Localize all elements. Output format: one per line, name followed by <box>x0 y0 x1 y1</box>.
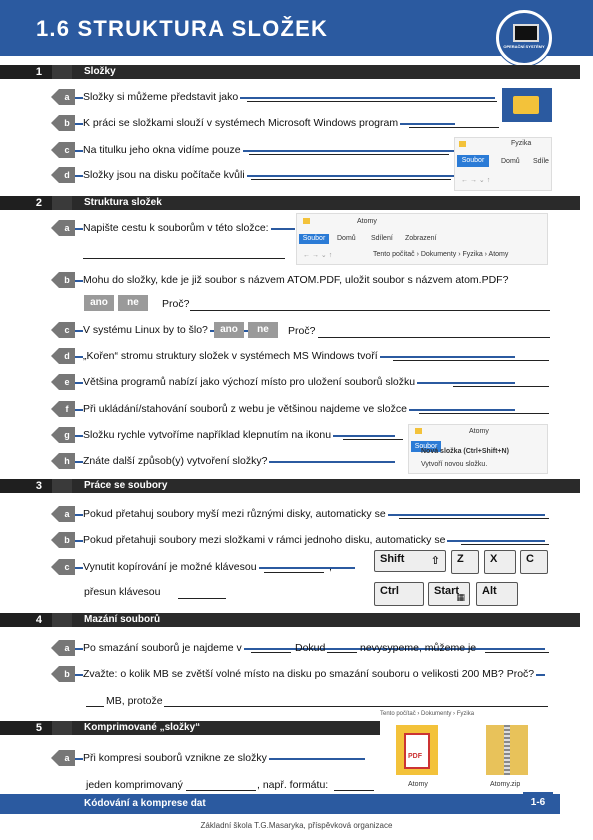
question-letter: c <box>59 559 75 575</box>
why-label: Proč? <box>288 325 316 337</box>
ctrl-key <box>374 582 424 606</box>
question-letter: a <box>59 640 75 656</box>
key-label: Start <box>434 585 460 597</box>
section-header-4 <box>0 613 580 627</box>
school-name: Základní škola T.G.Masaryka, příspěvková organizace <box>200 821 393 830</box>
question-letter: a <box>59 220 75 236</box>
question-text-2: MB, protože <box>106 695 163 707</box>
question-letter: a <box>59 750 75 766</box>
c-key <box>520 550 548 574</box>
monitor-icon <box>513 24 539 42</box>
question-letter: g <box>59 427 75 443</box>
window-title: Fyzika <box>511 140 532 147</box>
answer-line[interactable] <box>334 790 374 791</box>
folder-icon <box>459 141 466 147</box>
question-letter: b <box>59 666 75 682</box>
question-text: Při kompresi souborů vznikne ze složky <box>83 752 267 764</box>
tab-share[interactable]: Sdíle <box>533 158 549 165</box>
section-title: Mazání souborů <box>72 613 580 627</box>
section-number: 3 <box>0 479 52 493</box>
answer-line[interactable] <box>419 413 549 414</box>
why-label: Proč? <box>162 298 190 310</box>
question-text: Znáte další způsob(y) vytvoření složky? <box>83 455 268 467</box>
answer-line[interactable] <box>264 572 324 573</box>
explorer-window-atomy <box>296 213 548 265</box>
section-header-2 <box>0 196 580 210</box>
question-letter: b <box>59 115 75 131</box>
z-key <box>451 550 479 574</box>
answer-line[interactable] <box>249 154 449 155</box>
tab-home[interactable]: Domů <box>501 158 520 165</box>
section-header-1 <box>0 65 580 79</box>
no-button[interactable]: ne <box>118 295 148 311</box>
folder-icon <box>396 725 438 775</box>
question-letter: a <box>59 89 75 105</box>
new-folder-menu-item[interactable]: Nová složka (Ctrl+Shift+N) <box>421 448 509 455</box>
question-text: Pokud přetahuji soubory mezi složkami v rámci jednoho disku, automaticky se <box>83 534 446 546</box>
no-button[interactable]: ne <box>248 322 278 338</box>
yes-button[interactable]: ano <box>214 322 244 338</box>
pdf-file-icon <box>404 733 430 769</box>
question-text: Po smazání souborů je najdeme v <box>83 642 242 654</box>
section-number: 2 <box>0 196 52 210</box>
folder-icon <box>303 218 310 224</box>
address-path[interactable]: Tento počítač › Dokumenty › Fyzika › Atomy <box>373 251 509 258</box>
tab-home[interactable]: Domů <box>337 235 356 242</box>
windows-logo-icon: ▦ <box>456 592 465 602</box>
answer-line[interactable] <box>399 518 549 519</box>
question-text: V systému Linux by to šlo? <box>83 324 208 336</box>
question-text: Napište cestu k souborům v této složce: <box>83 222 269 234</box>
question-letter: f <box>59 401 75 417</box>
badge-label: OPERAČNÍ SYSTÉMY <box>503 44 545 49</box>
answer-line[interactable] <box>186 790 256 791</box>
section-title: Práce se soubory <box>72 479 580 493</box>
answer-line[interactable] <box>251 652 291 653</box>
page-title: 1.6 STRUKTURA SLOŽEK <box>36 16 329 41</box>
comma: , <box>329 561 332 573</box>
shift-key <box>374 550 446 572</box>
answer-line[interactable] <box>164 706 548 707</box>
section-title: Struktura složek <box>72 196 580 210</box>
answer-line[interactable] <box>83 258 285 259</box>
question-letter: h <box>59 453 75 469</box>
question-text: Složky si můžeme představit jako <box>83 91 239 103</box>
shift-arrow-icon: ⇧ <box>430 555 440 567</box>
answer-line[interactable] <box>461 544 549 545</box>
new-folder-tooltip <box>408 424 548 474</box>
footer-topic: Kódování a komprese dat <box>84 798 206 809</box>
yes-button[interactable]: ano <box>84 295 114 311</box>
question-text: Vynutit kopírování je možné klávesou <box>83 561 257 573</box>
x-key <box>484 550 516 574</box>
question-letter: b <box>59 532 75 548</box>
tab-share[interactable]: Sdílení <box>371 235 393 242</box>
folder-illustration <box>502 88 552 122</box>
question-letter: e <box>59 374 75 390</box>
tab-file[interactable]: Soubor <box>299 234 329 244</box>
question-letter: d <box>59 348 75 364</box>
answer-line[interactable] <box>318 337 550 338</box>
question-letter: c <box>59 322 75 338</box>
key-label: X <box>490 553 498 565</box>
address-path: Tento počítač › Dokumenty › Fyzika <box>380 711 475 717</box>
answer-line[interactable] <box>178 598 226 599</box>
tab-file[interactable]: Soubor <box>411 441 441 452</box>
answer-line[interactable] <box>86 706 104 707</box>
folder-icon <box>513 96 539 114</box>
folder-icon <box>415 428 422 434</box>
key-label: Z <box>457 553 464 565</box>
explorer-window-fyzika <box>454 137 552 191</box>
folder-name: Atomy <box>408 781 428 788</box>
answer-line[interactable] <box>485 652 549 653</box>
answer-line[interactable] <box>453 386 549 387</box>
zip-name: Atomy.zip <box>490 781 521 788</box>
files-preview <box>380 711 552 793</box>
key-label: Ctrl <box>380 585 399 597</box>
menu-description: Vytvoří novou složku. <box>421 461 488 468</box>
question-text: Mohu do složky, kde je již soubor s názvem ATOM.PDF, uložit soubor s názvem atom.PDF? <box>83 274 509 286</box>
question-letter: b <box>59 272 75 288</box>
window-title: Atomy <box>469 428 489 435</box>
question-text-mid: Dokud <box>295 642 326 654</box>
page-number: 1-6 <box>523 792 553 814</box>
question-letter: a <box>59 506 75 522</box>
zipper-icon <box>504 725 510 775</box>
topic-badge <box>496 10 552 66</box>
question-text-end: nevysypeme, můžeme je <box>360 642 477 654</box>
section-title: Komprimované „složky“ <box>72 721 382 735</box>
question-text: Pokud přetahuj soubory myší mezi různými disky, automaticky se <box>83 508 386 520</box>
answer-line[interactable] <box>327 652 357 653</box>
question-letter: c <box>59 142 75 158</box>
answer-line[interactable] <box>247 101 497 102</box>
section-number: 1 <box>0 65 52 79</box>
section-title: Složky <box>72 65 580 79</box>
question-text: „Kořen“ stromu struktury složek v systémech MS Windows tvoří <box>83 350 378 362</box>
question-text-2: jeden komprimovaný <box>86 779 183 791</box>
question-text-3: , např. formátu: <box>257 779 329 791</box>
tab-file[interactable]: Soubor <box>457 155 489 167</box>
back-arrow-icon[interactable]: ← → ⌄ ↑ <box>461 177 491 184</box>
question-text: Složky jsou na disku počítače kvůli <box>83 169 245 181</box>
answer-line[interactable] <box>409 127 499 128</box>
nav-arrows-icon[interactable]: ← → ⌄ ↑ <box>303 252 333 259</box>
start-key <box>428 582 470 606</box>
section-header-3 <box>0 479 580 493</box>
tab-view[interactable]: Zobrazení <box>405 235 437 242</box>
answer-line[interactable] <box>343 439 403 440</box>
answer-line[interactable] <box>393 360 549 361</box>
question-text: K práci se složkami slouží v systémech Microsoft Windows program <box>83 117 399 129</box>
window-title: Atomy <box>357 218 377 225</box>
key-label: Shift <box>380 553 405 565</box>
question-text: Složku rychle vytvoříme například klepnutím na ikonu <box>83 429 332 441</box>
question-text: Při ukládání/stahování souborů z webu je většinou najdeme ve složce <box>83 403 407 415</box>
section-number: 4 <box>0 613 52 627</box>
answer-line[interactable] <box>251 179 451 180</box>
question-letter: d <box>59 167 75 183</box>
pdf-label: PDF <box>408 753 422 760</box>
question-text: Většina programů nabízí jako výchozí místo pro uložení souborů složku <box>83 376 416 388</box>
key-label: C <box>526 553 534 565</box>
question-text-2: přesun klávesou <box>84 586 161 598</box>
zip-folder-icon <box>486 725 528 775</box>
question-text: Zvažte: o kolik MB se zvětší volné místo na disku po smazání souboru o velikosti 200 MB? Proč? <box>83 668 535 680</box>
alt-key <box>476 582 518 606</box>
answer-line[interactable] <box>190 310 550 311</box>
question-text: Na titulku jeho okna vidíme pouze <box>83 144 241 156</box>
section-number: 5 <box>0 721 52 735</box>
key-label: Alt <box>482 585 497 597</box>
